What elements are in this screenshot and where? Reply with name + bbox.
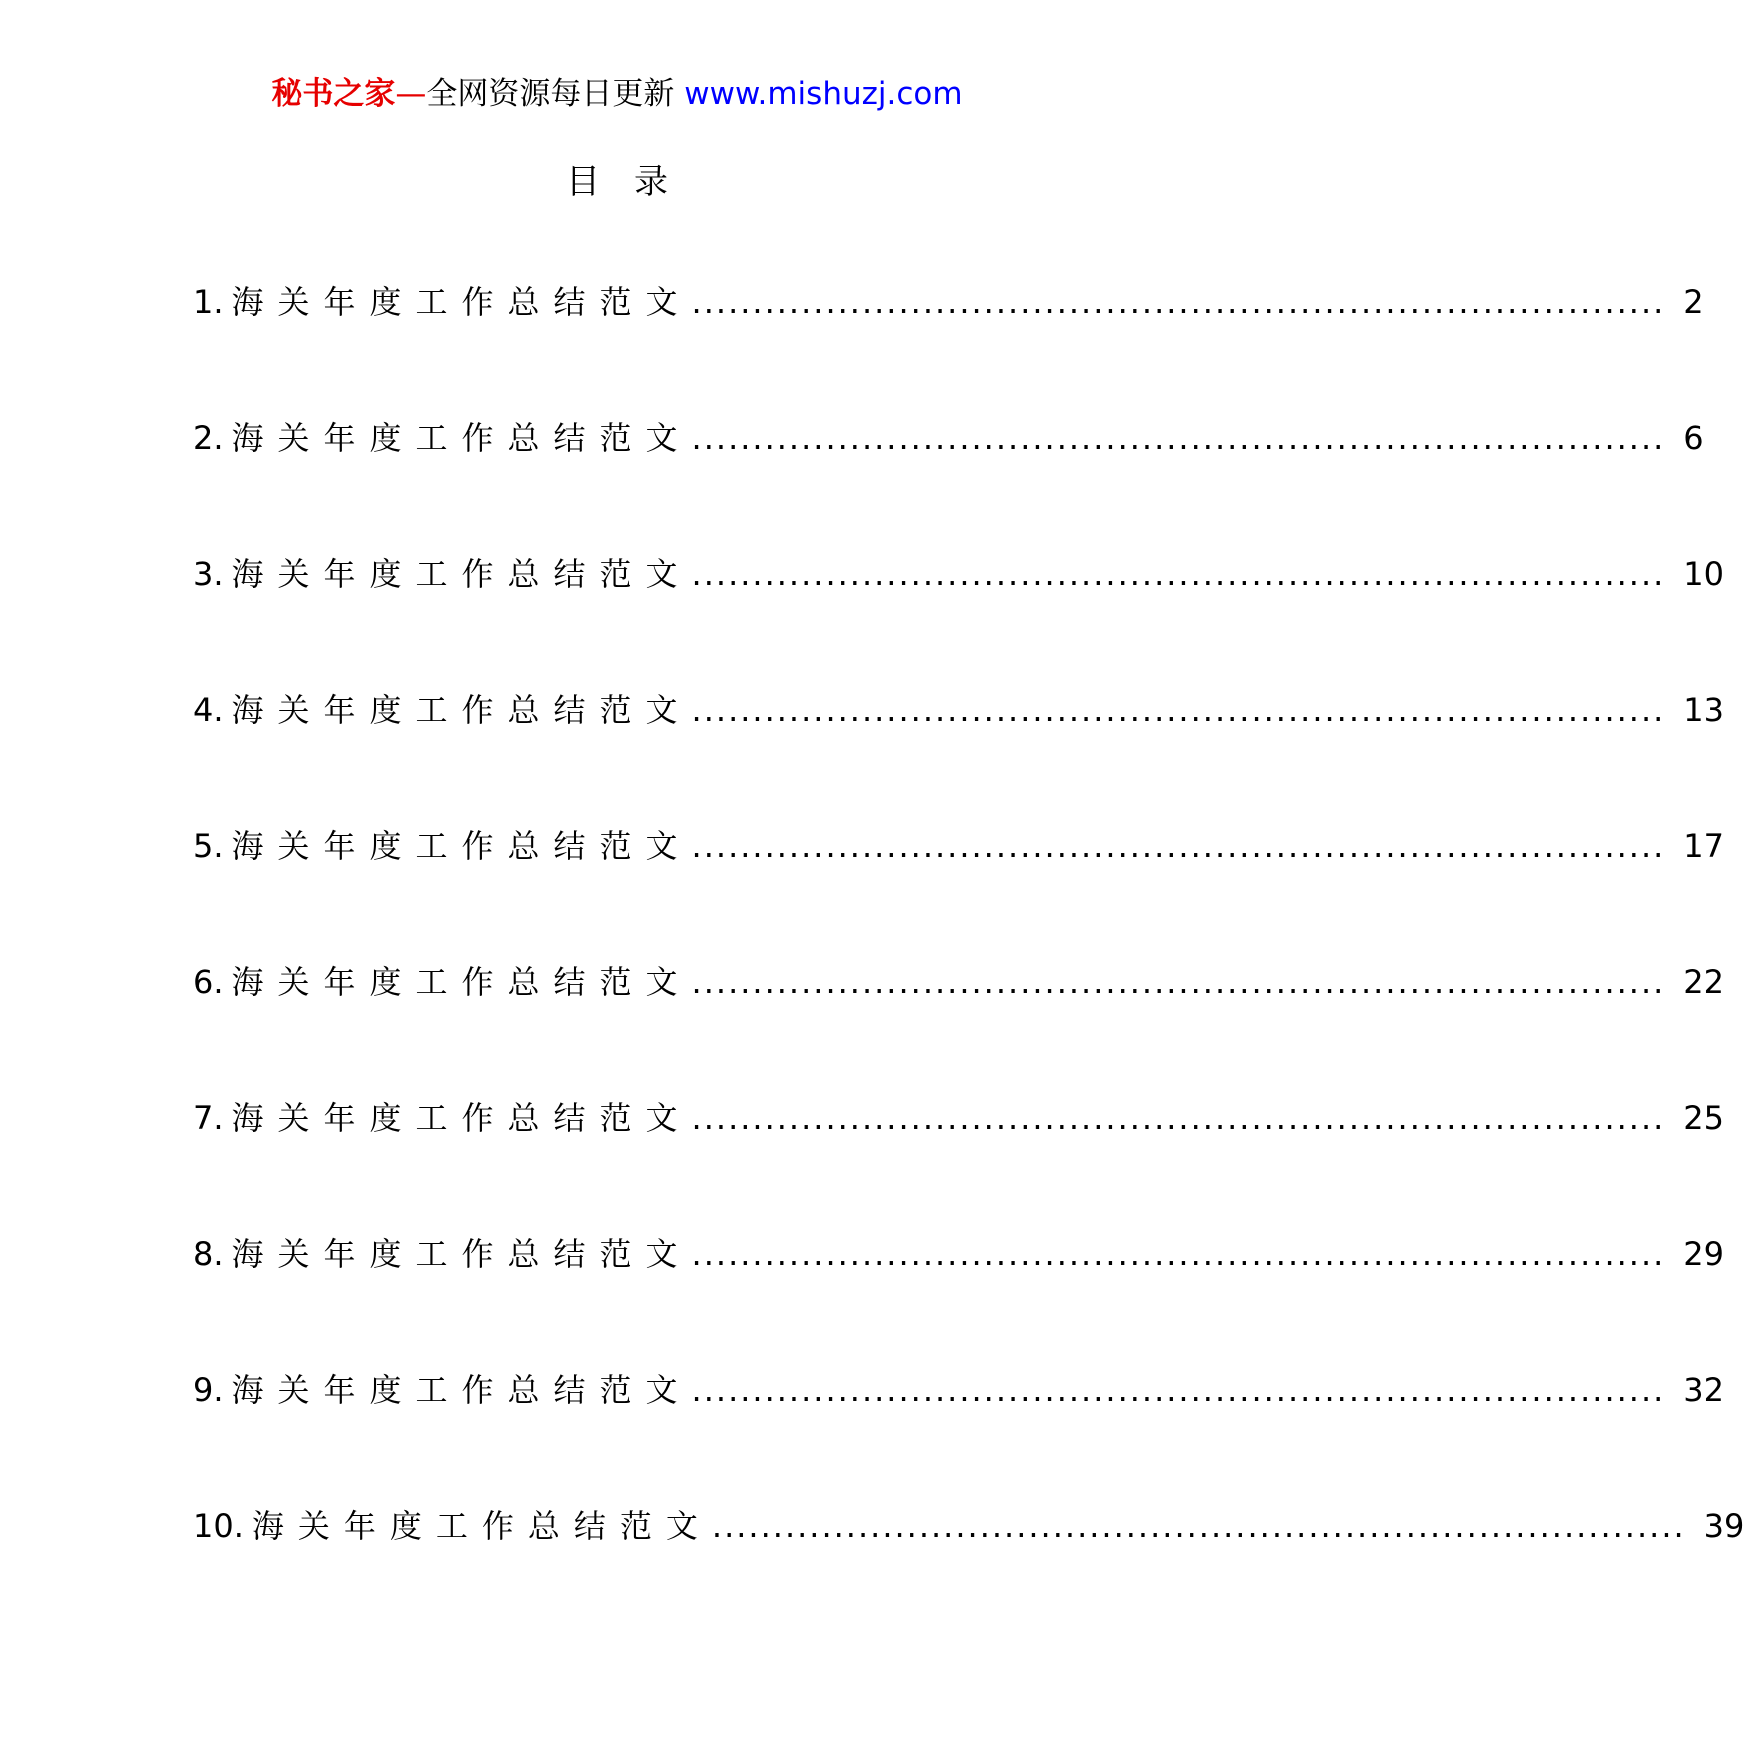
toc-entry-title: 海关年度工作总结范文 (231, 419, 692, 457)
brand-name: 秘书之家 (271, 76, 396, 112)
toc-entry-number: 6. (193, 963, 224, 1001)
toc-entry-number: 2. (193, 419, 224, 457)
toc-entry[interactable] (193, 1096, 1725, 1232)
toc-dot-leader: ................................................................................ (691, 555, 1666, 593)
toc-dot-leader: ................................................................................ (691, 1235, 1666, 1273)
toc-entry-title: 海关年度工作总结范文 (231, 827, 692, 865)
toc-entry-number: 10. (193, 1507, 244, 1545)
toc-entry-page: 25 (1683, 1099, 1725, 1137)
toc-entry[interactable] (193, 280, 1704, 416)
toc-entry-title: 海关年度工作总结范文 (231, 283, 692, 321)
toc-dot-leader: ................................................................................ (691, 963, 1666, 1001)
toc-entry-title: 海关年度工作总结范文 (231, 555, 692, 593)
toc-entry-number: 7. (193, 1099, 224, 1137)
toc-entry-title: 海关年度工作总结范文 (231, 1235, 692, 1273)
toc-entry-page: 10 (1683, 555, 1725, 593)
toc-entry-page: 17 (1683, 827, 1725, 865)
toc-entry-title: 海关年度工作总结范文 (251, 1507, 712, 1545)
header-dash: — (395, 76, 427, 112)
toc-entry-number: 1. (193, 283, 224, 321)
page-header (0, 72, 1234, 116)
toc-dot-leader: ................................................................................ (691, 419, 1666, 457)
toc-dot-leader: ................................................................................ (691, 1371, 1666, 1409)
toc-entry-number: 5. (193, 827, 224, 865)
toc-entry-page: 32 (1683, 1371, 1725, 1409)
toc-entry-title: 海关年度工作总结范文 (231, 1371, 692, 1409)
toc-entry[interactable] (193, 688, 1725, 824)
toc-entry[interactable] (193, 824, 1725, 960)
toc-entry-page: 39 (1703, 1507, 1744, 1545)
toc-entry-number: 4. (193, 691, 224, 729)
toc-entry[interactable] (193, 960, 1725, 1096)
toc-dot-leader: ................................................................................ (711, 1507, 1686, 1545)
toc-entry-number: 3. (193, 555, 224, 593)
toc-entry[interactable] (193, 552, 1725, 688)
toc-entry-title: 海关年度工作总结范文 (231, 1099, 692, 1137)
toc-entry[interactable] (193, 1504, 1744, 1640)
table-of-contents (193, 280, 1744, 1640)
toc-dot-leader: ................................................................................ (691, 691, 1666, 729)
toc-dot-leader: ................................................................................ (691, 827, 1666, 865)
toc-entry-title: 海关年度工作总结范文 (231, 691, 692, 729)
toc-entry-page: 22 (1683, 963, 1725, 1001)
toc-entry-title: 海关年度工作总结范文 (231, 963, 692, 1001)
website-link[interactable]: www.mishuzj.com (684, 76, 963, 112)
toc-entry-number: 8. (193, 1235, 224, 1273)
toc-dot-leader: ................................................................................ (691, 1099, 1666, 1137)
toc-entry-page: 29 (1683, 1235, 1725, 1273)
header-tagline: 全网资源每日更新 (426, 76, 675, 112)
toc-entry[interactable] (193, 1368, 1725, 1504)
toc-entry-page: 6 (1683, 419, 1704, 457)
toc-entry-page: 13 (1683, 691, 1725, 729)
toc-entry[interactable] (193, 1232, 1725, 1368)
toc-dot-leader: ................................................................................ (691, 283, 1666, 321)
toc-entry-number: 9. (193, 1371, 224, 1409)
toc-entry[interactable] (193, 416, 1704, 552)
toc-title: 目录 (566, 162, 702, 202)
toc-entry-page: 2 (1683, 283, 1704, 321)
